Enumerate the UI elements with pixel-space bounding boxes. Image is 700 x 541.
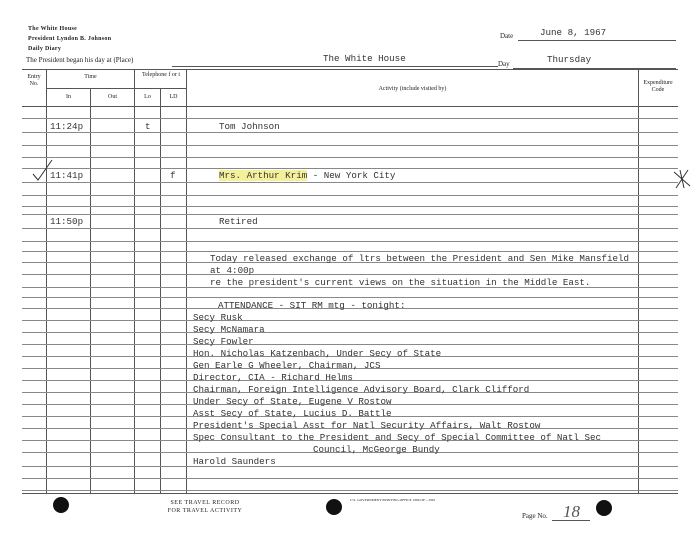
table-head-rule: [22, 106, 678, 107]
page-number: 18: [563, 502, 580, 521]
entry-activity: Retired: [219, 216, 258, 227]
date-underline: [518, 40, 676, 41]
date-label: Date: [500, 32, 514, 40]
table-top-rule: [22, 69, 678, 70]
col-rule-in: [90, 88, 91, 493]
punch-hole: [326, 499, 342, 515]
row-rule: [22, 132, 678, 133]
attendee: Chairman, Foreign Intelligence Advisory Board, Clark Clifford: [193, 384, 530, 395]
place-underline: [172, 66, 498, 67]
entry-activity: Tom Johnson: [219, 121, 280, 132]
row-rule: [22, 490, 678, 491]
attendance-title: ATTENDANCE - SIT RM mtg - tonight:: [218, 300, 406, 311]
row-rule: [22, 168, 678, 169]
row-rule: [22, 320, 678, 321]
col-telephone: Telephone f or t: [141, 72, 181, 78]
note-line: at 4:00p: [210, 265, 255, 276]
col-entry: Entry No.: [27, 74, 41, 87]
attendee: Secy Fowler: [193, 336, 254, 347]
header-president: President Lyndon B. Johnson: [28, 36, 112, 42]
row-rule: [22, 214, 678, 215]
gpo-imprint: U.S. GOVERNMENT PRINTING OFFICE 1966 OF—1961: [350, 498, 436, 502]
entry-ld: f: [170, 170, 176, 181]
day-label: Day: [498, 60, 510, 68]
note-line: re the president's current views on the situation in the Middle East.: [210, 277, 591, 288]
attendee: Under Secy of State, Eugene V Rostow: [193, 396, 392, 407]
col-expenditure: Expenditure Code: [643, 80, 673, 93]
entry-activity-rest: - New York City: [307, 170, 396, 181]
col-out: Out: [108, 94, 117, 100]
table-bottom-rule: [22, 493, 678, 494]
row-rule: [22, 118, 678, 119]
attendee: Spec Consultant to the President and Secy of Special Committee of Natl Sec: [193, 432, 601, 443]
punch-hole: [596, 500, 612, 516]
row-rule: [22, 478, 678, 479]
attendee: Secy McNamara: [193, 324, 265, 335]
travel-record-line1: SEE TRAVEL RECORD: [170, 500, 240, 506]
place-value: The White House: [323, 53, 406, 64]
date-value: June 8, 1967: [540, 27, 607, 38]
day-value: Thursday: [547, 54, 592, 65]
attendee: Secy Rusk: [193, 312, 243, 323]
entry-time-in: 11:50p: [50, 216, 84, 227]
attendee: Director, CIA - Richard Helms: [193, 372, 353, 383]
attendee: Asst Secy of State, Lucius D. Battle: [193, 408, 392, 419]
attendee: Hon. Nicholas Katzenbach, Under Secy of State: [193, 348, 442, 359]
row-rule: [22, 466, 678, 467]
row-rule: [22, 182, 678, 183]
note-line: Today released exchange of ltrs between the President and Sen Mike Mansfield: [210, 253, 630, 264]
row-rule: [22, 332, 678, 333]
travel-record-line2: FOR TRAVEL ACTIVITY: [167, 508, 243, 514]
punch-hole: [53, 497, 69, 513]
row-rule: [22, 251, 678, 252]
entry-lo: t: [145, 121, 151, 132]
attendee: Harold Saunders: [193, 456, 276, 467]
row-rule: [22, 344, 678, 345]
row-rule: [22, 157, 678, 158]
entry-time-in: 11:24p: [50, 121, 84, 132]
col-ld: LD: [169, 94, 178, 100]
header-org: The White House: [28, 26, 78, 32]
col-activity: Activity (include visited by): [378, 86, 447, 92]
entry-time-in: 11:41p: [50, 170, 84, 181]
attendee: Gen Earle G Wheeler, Chairman, JCS: [193, 360, 381, 371]
row-rule: [22, 241, 678, 242]
began-label: The President began his day at (Place): [26, 56, 134, 64]
col-time: Time: [84, 74, 97, 80]
col-rule-lo: [160, 88, 161, 493]
col-lo: Lo: [144, 94, 151, 100]
attendee: Council, McGeorge Bundy: [313, 444, 440, 455]
row-rule: [22, 228, 678, 229]
col-in: In: [66, 94, 71, 100]
attendee: President's Special Asst for Natl Security Affairs, Walt Rostow: [193, 420, 541, 431]
row-rule: [22, 206, 678, 207]
row-rule: [22, 297, 678, 298]
entry-activity: [219, 170, 395, 181]
highlighted-name: Mrs. Arthur Krim: [219, 170, 308, 181]
row-rule: [22, 274, 678, 275]
cross-mark-icon: [670, 168, 694, 190]
page-label: Page No.: [522, 512, 548, 520]
subhead-rule: [46, 88, 186, 89]
check-mark-icon: [30, 158, 58, 184]
row-rule: [22, 195, 678, 196]
header-diary: Daily Diary: [28, 46, 62, 52]
row-rule: [22, 145, 678, 146]
